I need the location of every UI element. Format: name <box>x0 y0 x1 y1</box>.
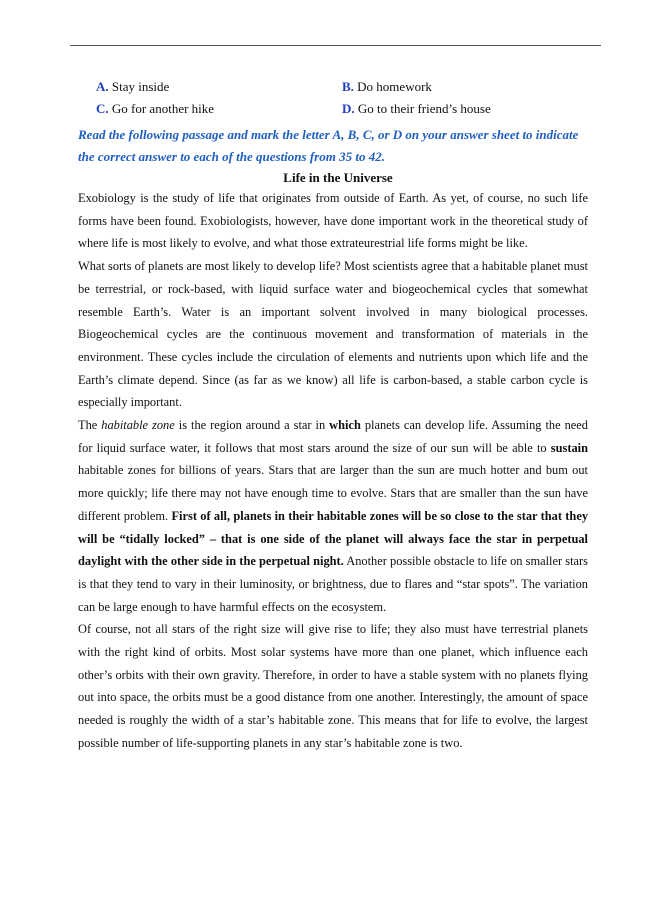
p3-text-post: Another possible obstacle to life on smaller stars is that they tend to vary in their luminosity, or brightness, due to flares and “star spots”. The variation can be large enough to have harmful effects on the ecosystem. <box>78 554 588 614</box>
option-d-letter: D. <box>342 101 355 116</box>
option-row-1 <box>96 78 596 96</box>
option-c-letter: C. <box>96 101 109 116</box>
option-d[interactable] <box>342 100 491 118</box>
passage-paragraph-1: Exobiology is the study of life that originates from outside of Earth. As yet, of course, no such life forms have been found. Exobiologists, however, have done important work in the theoretical study of where life is most likely to evolve, and what those extrateurestrial life forms might be like. <box>78 191 588 251</box>
option-b-letter: B. <box>342 79 354 94</box>
option-c[interactable] <box>96 100 214 118</box>
option-c-text: Go for another hike <box>111 101 215 116</box>
p3-text-mid3: habitable zones for billions of years. Stars that are larger than the sun are much hotter and bum out more quickly; life there may not have enough time to evolve. Stars that are smaller than the sun have different problem. <box>78 463 588 523</box>
passage-paragraph-3 <box>78 414 588 618</box>
passage-paragraph-2: What sorts of planets are most likely to develop life? Most scientists agree that a habitable planet must be terrestrial, or rock-based, with liquid surface water and biogeochemical cycles that somewhat resemble Earth’s. Water is an important solvent involved in many biological processes. Biogeochemical cycles are the continuous movement and transformation of materials in the environment. These cycles include the circulation of elements and nutrients upon which life and the Earth’s climate depend. Since (as far as we know) all life is carbon-based, a stable carbon cycle is especially important. <box>78 259 588 410</box>
reading-instruction: Read the following passage and mark the letter A, B, C, or D on your answer sheet to indicate the correct answer to each of the questions from 35 to 42. <box>78 127 579 165</box>
passage-body <box>78 187 588 755</box>
option-a[interactable] <box>96 78 169 96</box>
header-rule <box>70 45 601 46</box>
habitable-zone-term: habitable zone <box>101 418 175 433</box>
option-a-letter: A. <box>96 79 109 94</box>
p3-text-mid1: is the region around a star in <box>174 418 330 433</box>
highlighted-word-sustain: sustain <box>550 440 588 455</box>
passage-paragraph-4: Of course, not all stars of the right size will give rise to life; they also must have terrestrial planets with the right kind of orbits. Most solar systems have more than one planet, which influence each other’s orbits with their own gravity. Therefore, in order to have a stable system with no planets flying out into space, the orbits must be a good distance from one another. Interestingly, the amount of space needed is roughly the width of a star’s habitable zone. This means that for life to evolve, the largest possible number of life-supporting planets in any star’s habitable zone is two. <box>78 622 588 750</box>
p3-text-pre: The <box>78 418 102 433</box>
option-a-text: Stay inside <box>111 79 170 94</box>
option-row-2 <box>96 100 596 118</box>
option-b-text: Do homework <box>357 79 432 94</box>
highlighted-sentence: First of all, planets in their habitable zones will be so close to the star that they will be “tidally locked” – that is one side of the planet will always face the star in perpetual daylight with the other side in the perpetual night. <box>78 508 589 569</box>
passage-title: Life in the Universe <box>283 170 393 185</box>
option-b[interactable] <box>342 78 432 96</box>
option-d-text: Go to their friend’s house <box>357 101 491 116</box>
highlighted-word-which: which <box>329 418 361 433</box>
p3-text-mid2: planets can develop life. Assuming the need for liquid surface water, it follows that most stars around the size of our sun will be able to <box>78 418 588 455</box>
